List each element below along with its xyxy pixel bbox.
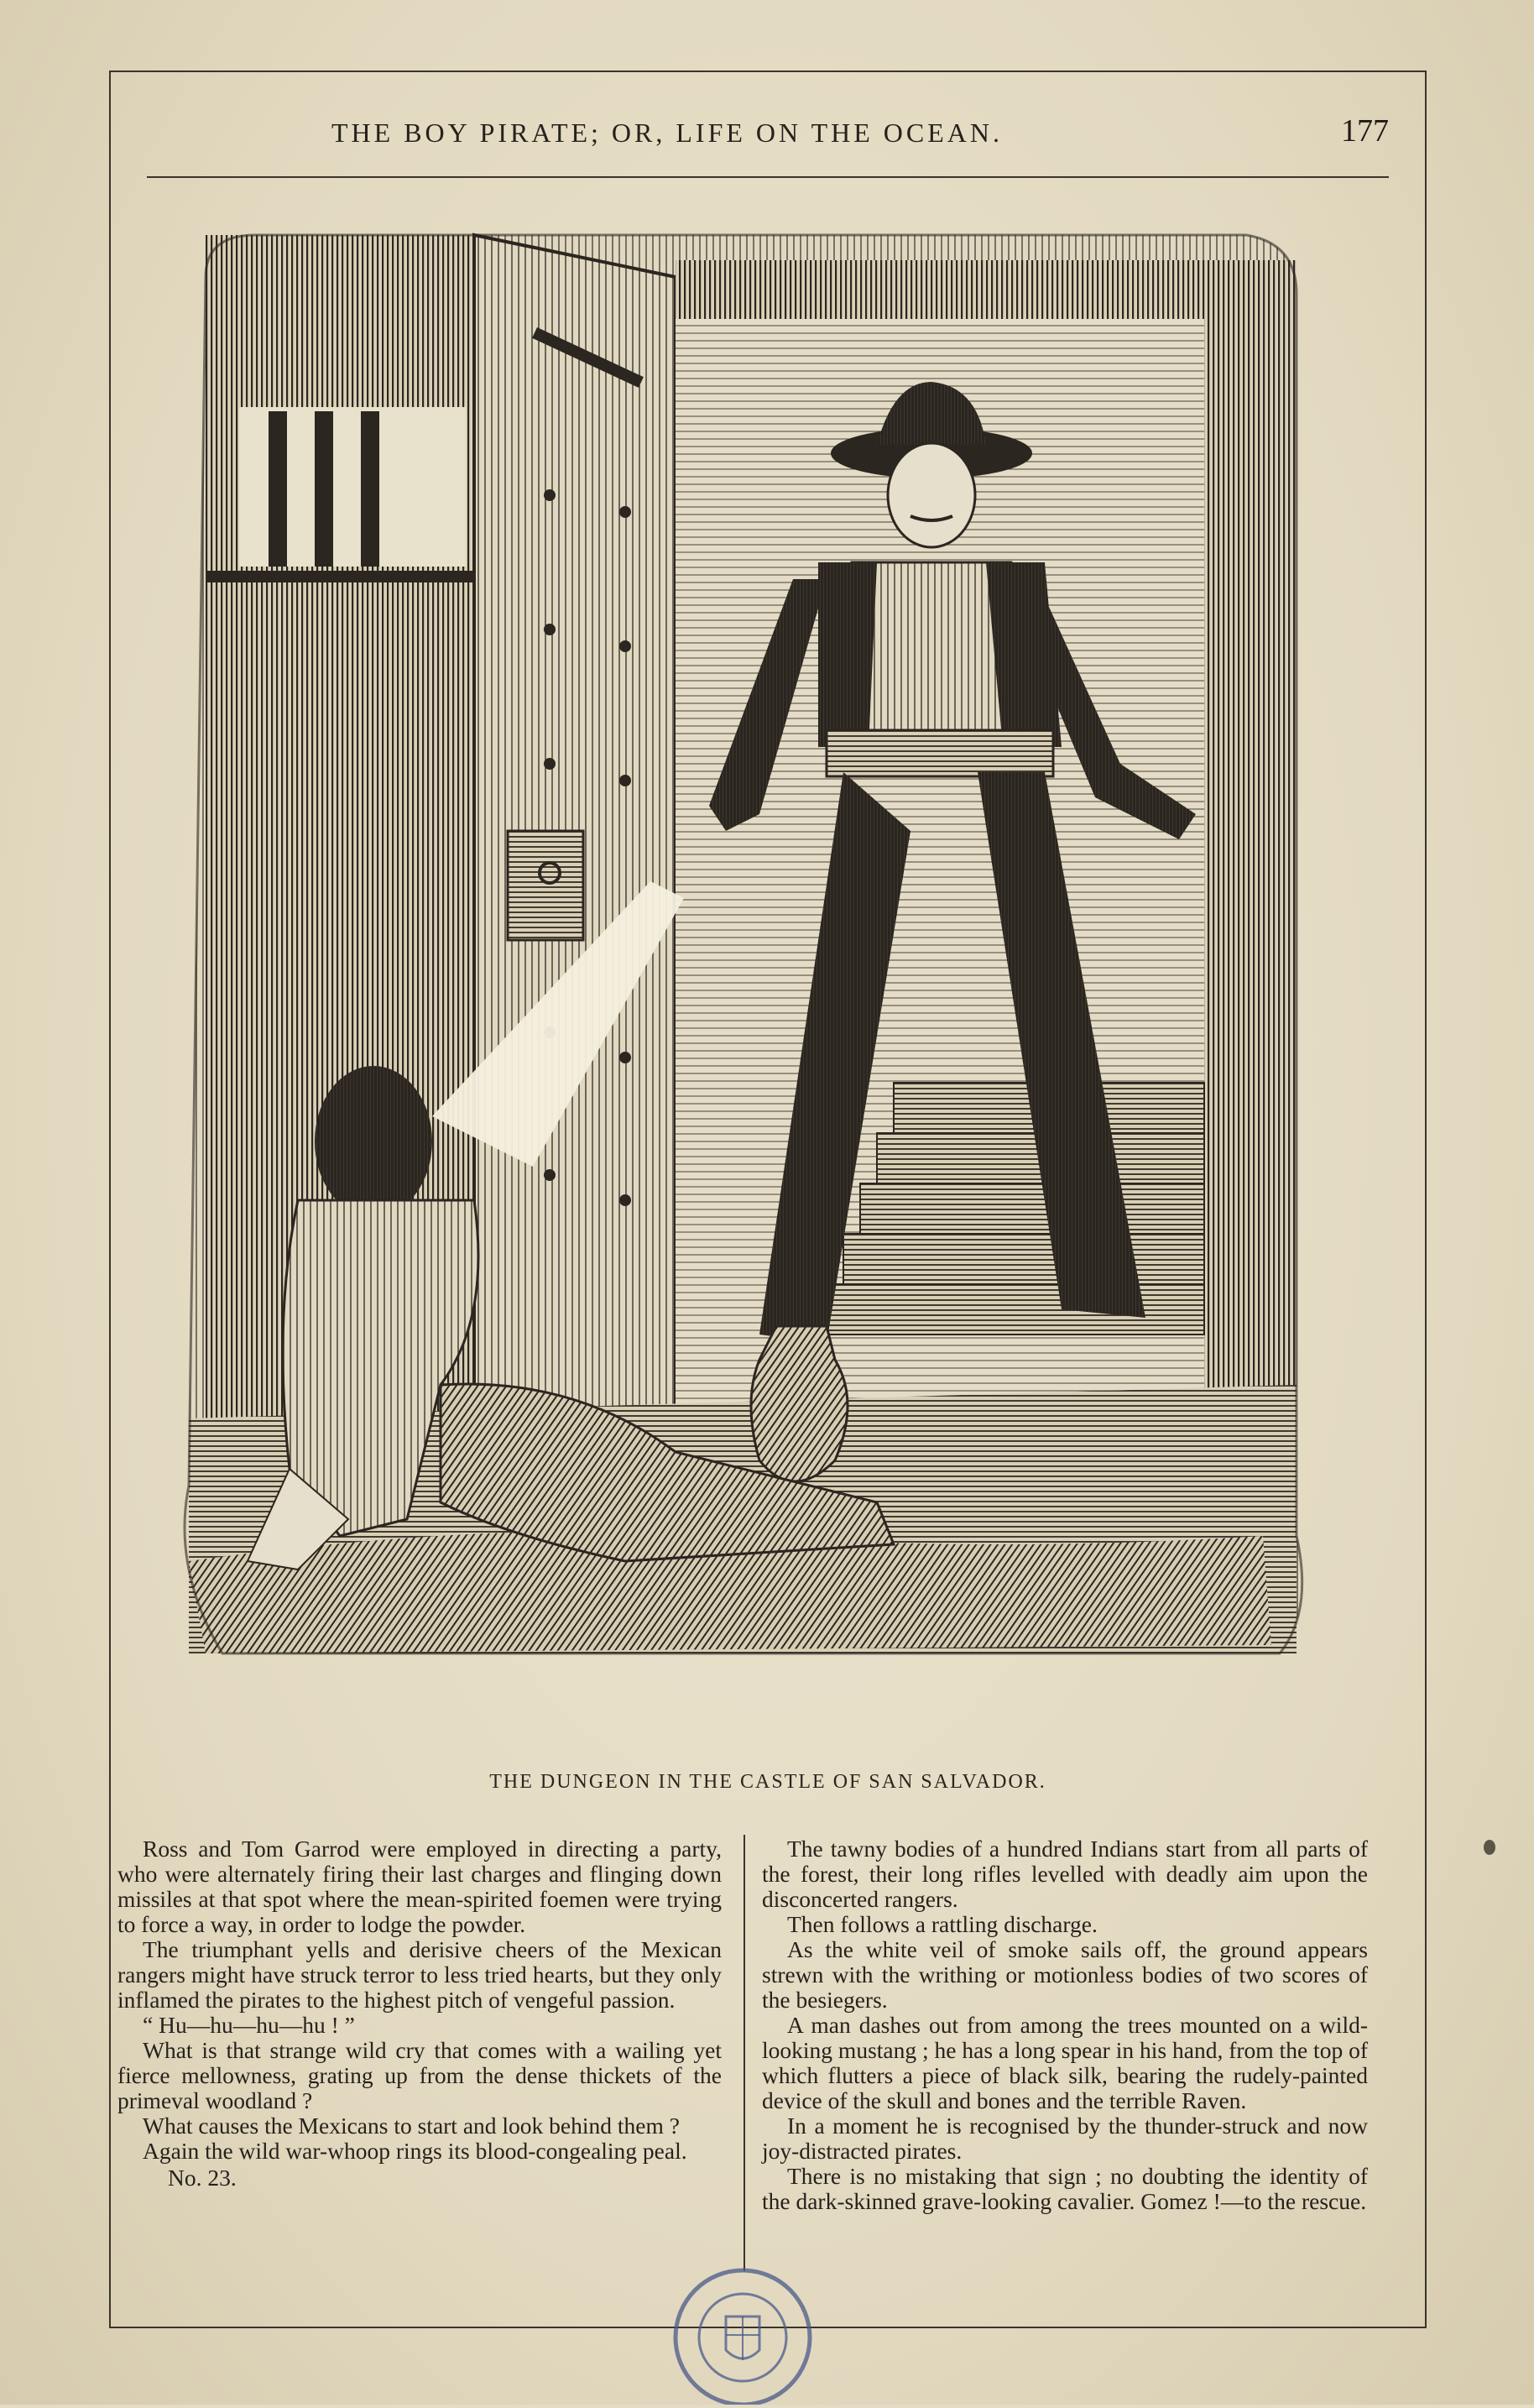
paragraph: Ross and Tom Garrod were employed in directing a party, who were alternately firing their last charges and flinging down missiles at that spot where the mean-spirited foemen were trying to force a way, in order to lodge the powder.: [117, 1836, 722, 1937]
paragraph: A man dashes out from among the trees mounted on a wild-looking mustang ; he has a long spear in his hand, from the top of which flutters a piece of black silk, bearing the rudely-painted device of the skull and bones and the terrible Raven.: [762, 2012, 1368, 2113]
left-column: [117, 1836, 722, 2191]
column-rule: [744, 1835, 745, 2271]
paragraph: Then follows a rattling discharge.: [787, 1911, 1098, 1937]
paragraph: What is that strange wild cry that comes with a wailing yet fierce mellowness, grating up from the dense thickets of the primeval woodland ?: [117, 2037, 722, 2113]
library-stamp: [663, 2258, 822, 2405]
page-header: [147, 109, 1389, 176]
paragraph: The tawny bodies of a hundred Indians start from all parts of the forest, their long rifles levelled with deadly aim upon the disconcerted rangers.: [762, 1836, 1368, 1912]
paragraph: As the white veil of smoke sails off, the ground appears strewn with the writhing or motionless bodies of two scores of the besiegers.: [762, 1936, 1368, 2013]
right-column: [762, 1836, 1368, 2214]
page-number: 177: [1341, 113, 1389, 149]
ink-blot: [1484, 1840, 1495, 1855]
paragraph: Again the wild war-whoop rings its blood-congealing peal.: [143, 2138, 687, 2164]
running-head: THE BOY PIRATE; OR, LIFE ON THE OCEAN.: [331, 118, 1003, 148]
paragraph: The triumphant yells and derisive cheers of the Mexican rangers might have struck terror to less tried hearts, but they only inflamed the pirates to the highest pitch of vengeful passion.: [117, 1936, 722, 2013]
illustration-caption: THE DUNGEON IN THE CASTLE OF SAN SALVADOR.: [489, 1771, 1046, 1793]
paragraph: There is no mistaking that sign ; no doubting the identity of the dark-skinned grave-looking cavalier. Gomez !—to the rescue.: [762, 2163, 1368, 2214]
paragraph: “ Hu—hu—hu—hu ! ”: [143, 2012, 355, 2038]
paragraph: What causes the Mexicans to start and look behind them ?: [143, 2113, 680, 2139]
header-rule: [147, 176, 1389, 178]
paragraph: In a moment he is recognised by the thunder-struck and now joy-distracted pirates.: [762, 2113, 1368, 2164]
issue-number: No. 23.: [168, 2165, 237, 2191]
dungeon-engraving: [155, 227, 1364, 1746]
